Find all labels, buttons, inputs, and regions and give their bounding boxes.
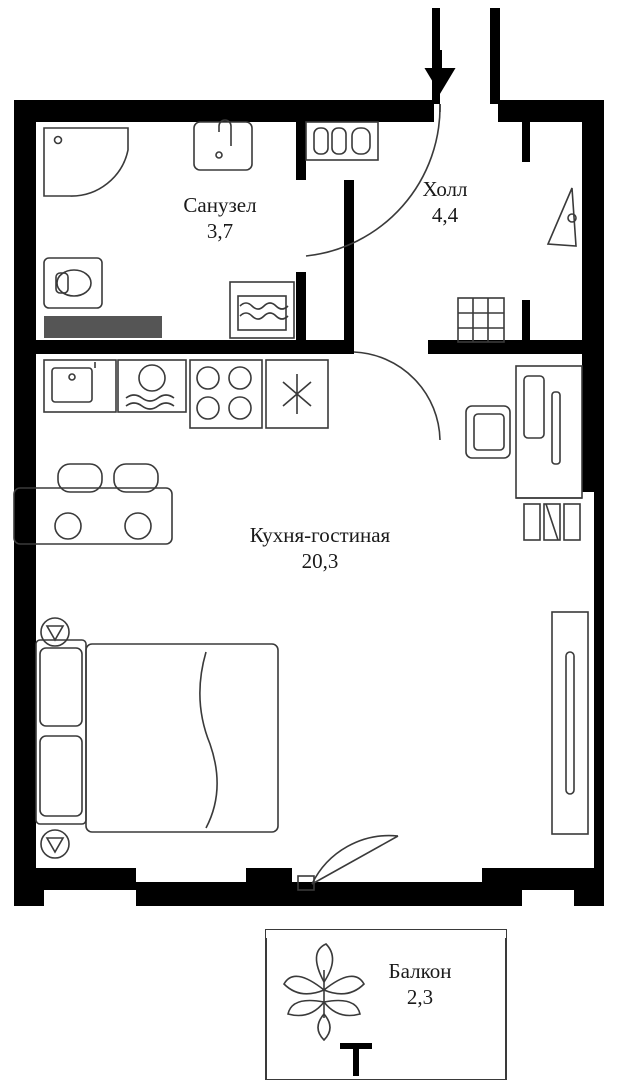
tv-panel-icon bbox=[552, 612, 588, 834]
sink-drain-icon bbox=[216, 152, 222, 158]
room-area-hall: 4,4 bbox=[431, 203, 459, 228]
lamp-icon bbox=[41, 830, 69, 858]
room-name-bathroom: Санузел bbox=[183, 193, 257, 217]
wardrobe-icon bbox=[516, 366, 582, 498]
faucet-icon bbox=[219, 120, 231, 146]
vent-grille-icon bbox=[458, 298, 504, 342]
room-area-balcony: 2,3 bbox=[406, 985, 434, 1010]
room-area-kitchen-living: 20,3 bbox=[301, 549, 339, 574]
hall-kitchen-door-swing-icon bbox=[354, 352, 440, 440]
kitchen-fixtures bbox=[14, 360, 588, 890]
room-area-bathroom: 3,7 bbox=[206, 219, 234, 244]
hall-fixture-icon bbox=[548, 188, 576, 246]
room-name-hall: Холл bbox=[422, 177, 468, 201]
fixtures bbox=[44, 104, 576, 440]
headboard-icon bbox=[36, 640, 86, 824]
dining-table-icon bbox=[14, 488, 172, 544]
room-name-kitchen-living: Кухня-гостиная bbox=[249, 523, 391, 547]
toilet-icon bbox=[44, 258, 102, 308]
shelf-item-icon bbox=[524, 504, 540, 540]
plant-icon bbox=[284, 944, 364, 1040]
balcony-outline bbox=[266, 930, 506, 1080]
room-name-balcony: Балкон bbox=[388, 959, 452, 983]
entrance-door-swing-icon bbox=[306, 104, 440, 256]
entrance-arrow-icon bbox=[428, 50, 452, 90]
shower-tray-icon bbox=[44, 128, 128, 196]
balcony-railing-post-icon bbox=[340, 1046, 372, 1076]
bath-cabinet-icon bbox=[44, 316, 162, 338]
sink-basin-icon bbox=[194, 122, 252, 170]
lamp-icon bbox=[41, 618, 69, 646]
bed-icon bbox=[86, 644, 278, 832]
shower-drain-icon bbox=[55, 137, 62, 144]
